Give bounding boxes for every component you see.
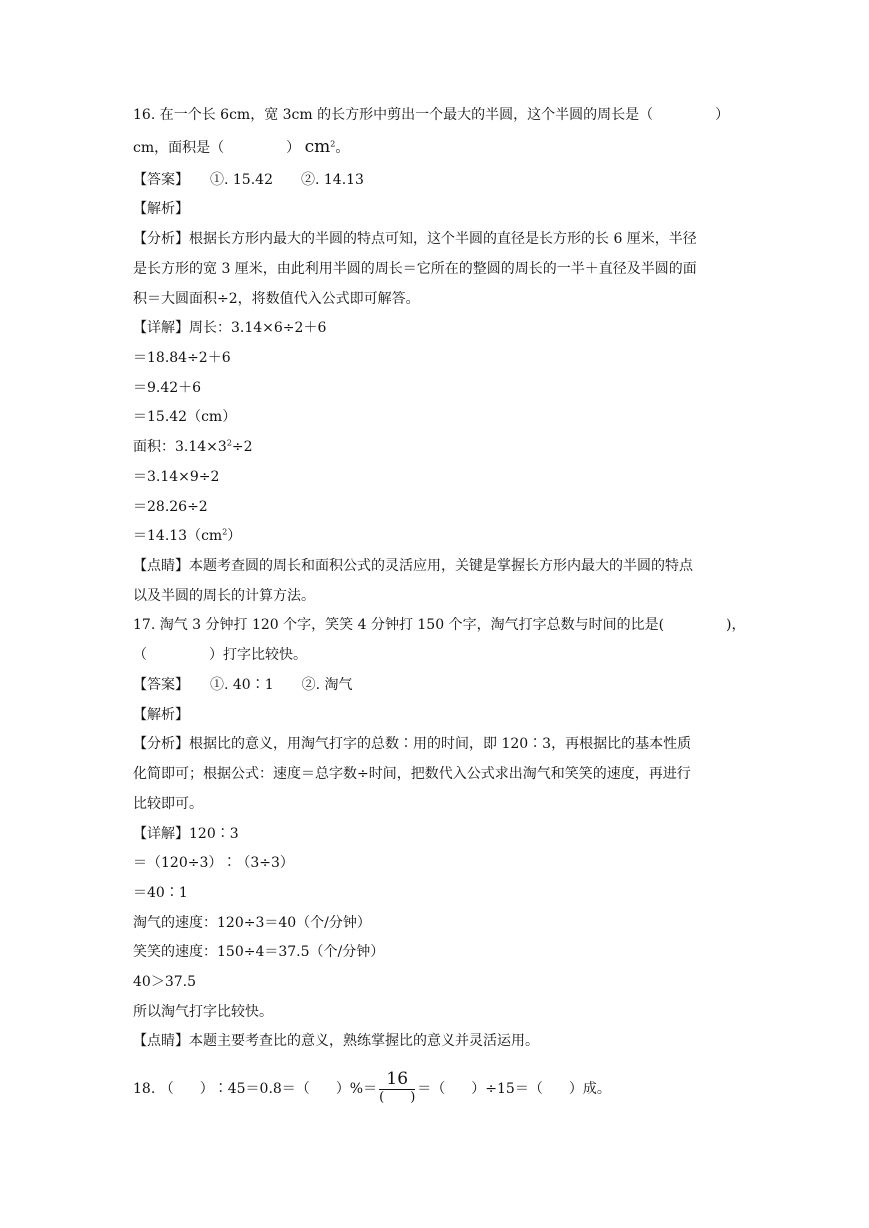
q16-xiangjie-1: 【详解】周长：3.14×6÷2＋6	[133, 320, 327, 336]
q17-xiangjie-3: ＝40∶1	[133, 885, 188, 901]
q16-area-text-b: ÷2	[231, 439, 253, 455]
q16-area-exponent: 2	[226, 438, 232, 448]
q16-fenxi-1: 【分析】根据长方形内最大的半圆的特点可知，这个半圆的直径是长方形的长 6 厘米，半径	[133, 231, 697, 247]
q18-fraction-numerator: 16	[386, 1068, 409, 1089]
q16-area-line-4	[133, 526, 753, 546]
q18-part-5: ）÷15＝（	[471, 1081, 543, 1097]
q18-part-4: ＝（	[417, 1081, 446, 1097]
q16-area-4-b: ）	[227, 528, 242, 544]
q17-text-2a: （	[133, 647, 147, 663]
q17-speed-1: 淘气的速度：120÷3＝40（个/分钟）	[133, 915, 371, 931]
q18-part-3: ）%＝	[335, 1081, 378, 1097]
q16-area-line-3: ＝28.26÷2	[133, 499, 208, 515]
q18-fraction	[379, 1069, 415, 1106]
q16-unit-exponent: 2	[330, 139, 336, 149]
q18-question-line	[133, 1068, 753, 1110]
q17-fenxi-3: 比较即可。	[133, 796, 203, 812]
q16-xiangjie-4: ＝15.42（cm）	[133, 409, 237, 425]
q16-question-line-1	[133, 105, 753, 125]
q17-answer: 【答案】 ①. 40∶1 ②. 淘气	[133, 677, 353, 693]
q18-fraction-denominator: ( )	[379, 1089, 416, 1105]
q17-fenxi-2: 化简即可；根据公式：速度＝总字数÷时间，把数代入公式求出淘气和笑笑的速度，再进行	[133, 766, 691, 782]
q17-compare: 40＞37.5	[133, 974, 196, 990]
q16-dianjing-1: 【点睛】本题考查圆的周长和面积公式的灵活应用，关键是掌握长方形内最大的半圆的特点	[133, 558, 693, 574]
q16-area-line-1	[133, 437, 753, 457]
q17-question-line-2	[133, 645, 753, 665]
q18-part-6: ）成。	[568, 1081, 611, 1097]
q18-part-1: 18. （	[133, 1081, 174, 1097]
q16-text-1a: 16. 在一个长 6cm，宽 3cm 的长方形中剪出一个最大的半圆，这个半圆的周长是（	[133, 107, 654, 123]
q17-conclusion: 所以淘气打字比较快。	[133, 1004, 273, 1020]
q17-jiexi: 【解析】	[133, 707, 189, 723]
q16-area-text-a: 面积：3.14×3	[133, 439, 227, 455]
q16-area-line-2: ＝3.14×9÷2	[133, 469, 220, 485]
q16-text-1b: ）	[715, 107, 730, 123]
q17-text-2b: ）打字比较快。	[209, 647, 307, 663]
q17-fenxi-1: 【分析】根据比的意义，用淘气打字的总数∶用的时间，即 120∶3，再根据比的基本性质	[133, 736, 692, 752]
q16-area-4-exponent: 2	[222, 527, 228, 537]
q16-answer: 【答案】 ①. 15.42 ②. 14.13	[133, 172, 364, 188]
q16-xiangjie-2: ＝18.84÷2＋6	[133, 350, 231, 366]
q16-text-2end: 。	[335, 140, 350, 156]
q16-text-2a: cm，面积是（	[133, 140, 225, 156]
q17-dianjing: 【点睛】本题主要考查比的意义，熟练掌握比的意义并灵活运用。	[133, 1033, 539, 1049]
q17-xiangjie-2: ＝（120÷3）∶（3÷3）	[133, 855, 294, 871]
q17-speed-2: 笑笑的速度：150÷4＝37.5（个/分钟）	[133, 944, 385, 960]
q16-unit: cm	[304, 137, 331, 157]
q18-part-2: ）∶45＝0.8＝（	[199, 1081, 310, 1097]
q17-question-line-1	[133, 615, 753, 635]
q16-fenxi-2: 是长方形的宽 3 厘米，由此利用半圆的周长＝它所在的整圆的周长的一半＋直径及半圆的面	[133, 261, 697, 277]
q16-question-line-2	[133, 137, 753, 158]
q17-text-1a: 17. 淘气 3 分钟打 120 个字，笑笑 4 分钟打 150 个字，淘气打字总数与时间的比是(	[133, 617, 665, 633]
q17-text-1b: )，	[726, 617, 746, 633]
q16-fenxi-3: 积＝大圆面积÷2，将数值代入公式即可解答。	[133, 291, 420, 307]
q17-xiangjie-1: 【详解】120∶3	[133, 826, 239, 842]
q16-xiangjie-3: ＝9.42＋6	[133, 380, 202, 396]
q16-area-4-a: ＝14.13（cm	[133, 528, 223, 544]
q16-dianjing-2: 以及半圆的周长的计算方法。	[133, 588, 315, 604]
q16-text-2b: ）	[286, 140, 301, 156]
q16-jiexi: 【解析】	[133, 201, 189, 217]
